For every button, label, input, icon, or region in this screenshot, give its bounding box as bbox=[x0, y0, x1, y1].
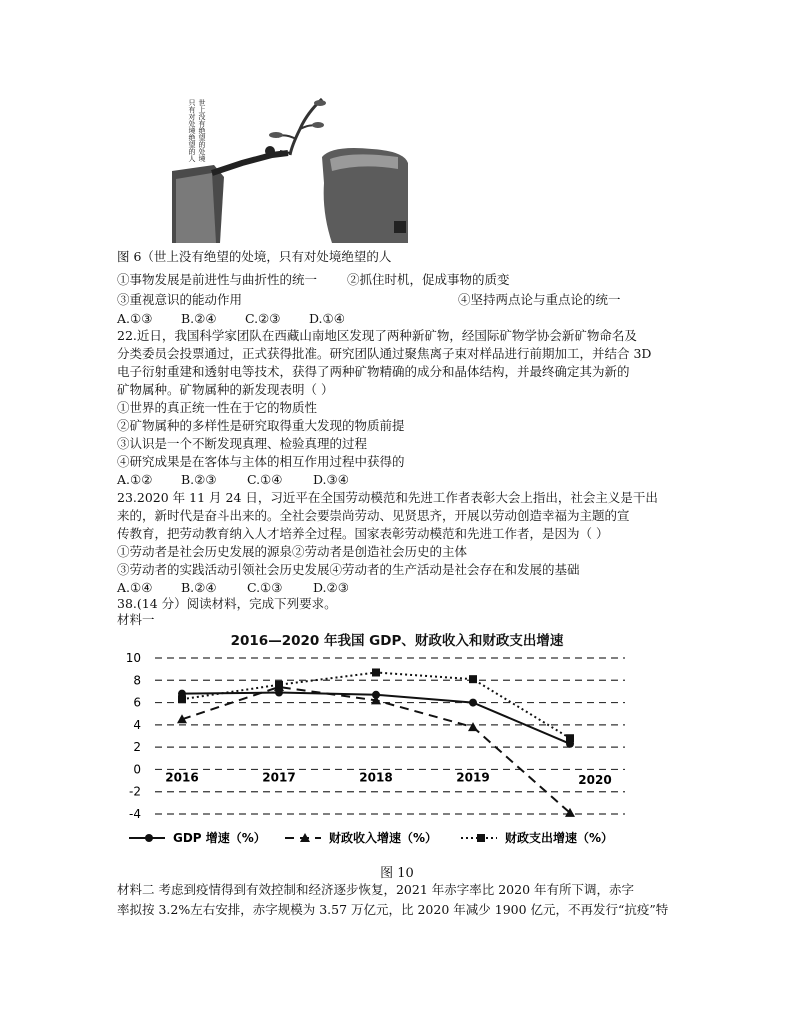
material-2-line1: 材料二 考虑到疫情得到有效控制和经济逐步恢复，2021 年赤字率比 2020 年有所下调，赤字 bbox=[117, 882, 635, 897]
answer-b: B.②④ bbox=[180, 580, 217, 595]
series-line bbox=[182, 687, 570, 813]
chart-grid bbox=[155, 658, 625, 814]
fig6-caption: 图 6（世上没有绝望的处境，只有对处境绝望的人 bbox=[117, 249, 392, 264]
q23-options-row2: ③劳动者的实践活动引领社会历史发展④劳动者的生产活动是社会存在和发展的基础 bbox=[117, 562, 580, 577]
legend-label: 财政支出增速（%） bbox=[505, 831, 614, 845]
cartoon-illustration bbox=[172, 93, 414, 243]
fig6-option-2: ②抓住时机，促成事物的质变 bbox=[346, 272, 510, 287]
x-tick-label: 2018 bbox=[359, 770, 393, 785]
q22-option-4: ④研究成果是在客体与主体的相互作用过程中获得的 bbox=[117, 454, 405, 469]
cartoon-bubble-text-2: 只有对处境绝望的人 bbox=[188, 99, 196, 162]
q22-option-2: ②矿物属种的多样性是研究取得重大发现的物质前提 bbox=[117, 418, 405, 433]
data-point bbox=[468, 722, 478, 731]
data-point bbox=[275, 681, 283, 689]
q22-answers bbox=[117, 472, 349, 488]
y-tick-label: 4 bbox=[133, 717, 141, 732]
y-tick-label: 8 bbox=[133, 673, 141, 688]
chart-title: 2016—2020 年我国 GDP、财政收入和财政支出增速 bbox=[230, 633, 564, 649]
answer-d: D.②③ bbox=[312, 580, 349, 595]
answer-d: D.①④ bbox=[308, 311, 345, 326]
q22-option-1: ①世界的真正统一性在于它的物质性 bbox=[117, 400, 318, 415]
q23-answers bbox=[117, 580, 349, 596]
x-tick-label: 2017 bbox=[262, 770, 296, 785]
material-1-label: 材料一 bbox=[117, 612, 155, 627]
data-point bbox=[469, 675, 477, 683]
y-tick-label: 6 bbox=[133, 695, 141, 710]
fig6-options-row2 bbox=[117, 292, 242, 308]
answer-a: A.①④ bbox=[117, 580, 153, 595]
x-axis-ticks bbox=[165, 771, 611, 787]
cartoon-bubble-text-1: 世上没有绝望的处境 bbox=[198, 99, 206, 162]
y-axis-ticks bbox=[126, 651, 141, 821]
q22-line3: 电子衍射重建和透射电等技术，获得了两种矿物精确的成分和晶体结构，并最终确定其为新的 bbox=[117, 364, 630, 379]
q23-line2: 来的，新时代是奋斗出来的。全社会要崇尚劳动、见贤思齐，开展以劳动创造幸福为主题的宣 bbox=[117, 508, 630, 523]
x-tick-label: 2019 bbox=[456, 770, 490, 785]
fig6-answers bbox=[117, 311, 345, 327]
figure-10-caption: 图 10 bbox=[380, 866, 414, 881]
data-point bbox=[178, 695, 186, 703]
q22-line4: 矿物属种。矿物属种的新发现表明（ ） bbox=[117, 382, 334, 397]
data-point bbox=[469, 699, 477, 707]
x-tick-label: 2016 bbox=[165, 770, 199, 785]
y-tick-label: -4 bbox=[129, 807, 141, 821]
q38-line1: 38.(14 分）阅读材料，完成下列要求。 bbox=[117, 596, 337, 611]
legend-label: 财政收入增速（%） bbox=[329, 831, 438, 845]
fig6-option-3: ③重视意识的能动作用 bbox=[117, 292, 243, 307]
q22-line2: 分类委员会投票通过，正式获得批准。研究团队通过聚焦离子束对样品进行前期加工，并结合 3D bbox=[117, 346, 652, 361]
y-tick-label: 0 bbox=[133, 762, 141, 777]
fig6-options-row1 bbox=[117, 272, 510, 288]
y-tick-label: 10 bbox=[125, 651, 141, 665]
data-point bbox=[372, 668, 380, 676]
q23-line1: 23.2020 年 11 月 24 日，习近平在全国劳动模范和先进工作者表彰大会上指出，社会主义是干出 bbox=[117, 490, 658, 505]
answer-c: C.②③ bbox=[244, 311, 281, 326]
answer-c: C.①④ bbox=[246, 472, 283, 487]
q22-option-3: ③认识是一个不断发现真理、检验真理的过程 bbox=[117, 436, 368, 451]
fig6-option-1: ①事物发展是前进性与曲折性的统一 bbox=[117, 272, 318, 287]
answer-a: A.①③ bbox=[117, 311, 153, 326]
y-tick-label: -2 bbox=[129, 784, 141, 799]
q23-options-row1: ①劳动者是社会历史发展的源泉②劳动者是创造社会历史的主体 bbox=[117, 544, 468, 559]
series-line bbox=[182, 672, 570, 738]
q23-line3: 传教育，把劳动教育纳入人才培养全过程。国家表彰劳动模范和先进工作者，是因为（ ） bbox=[117, 526, 609, 541]
q22-line1: 22.近日，我国科学家团队在西藏山南地区发现了两种新矿物，经国际矿物学协会新矿物命名及 bbox=[117, 328, 637, 343]
legend-marker bbox=[477, 834, 485, 842]
line-chart bbox=[117, 648, 657, 858]
chart-series bbox=[177, 668, 575, 816]
answer-a: A.①② bbox=[117, 472, 153, 487]
answer-d: D.③④ bbox=[312, 472, 349, 487]
answer-c: C.①③ bbox=[246, 580, 283, 595]
y-tick-label: 2 bbox=[133, 740, 141, 755]
fig6-option-4: ④坚持两点论与重点论的统一 bbox=[458, 292, 621, 307]
legend-label: GDP 增速（%） bbox=[173, 831, 266, 845]
answer-b: B.②③ bbox=[180, 472, 217, 487]
material-2-line2: 率拟按 3.2%左右安排，赤字规模为 3.57 万亿元，比 2020 年减少 1900 亿元，不再发行“抗疫”特 bbox=[117, 902, 669, 917]
data-point bbox=[566, 734, 574, 742]
legend-marker bbox=[145, 834, 153, 842]
chart-legend bbox=[129, 830, 613, 845]
answer-b: B.②④ bbox=[180, 311, 217, 326]
x-tick-label: 2020 bbox=[578, 772, 612, 787]
